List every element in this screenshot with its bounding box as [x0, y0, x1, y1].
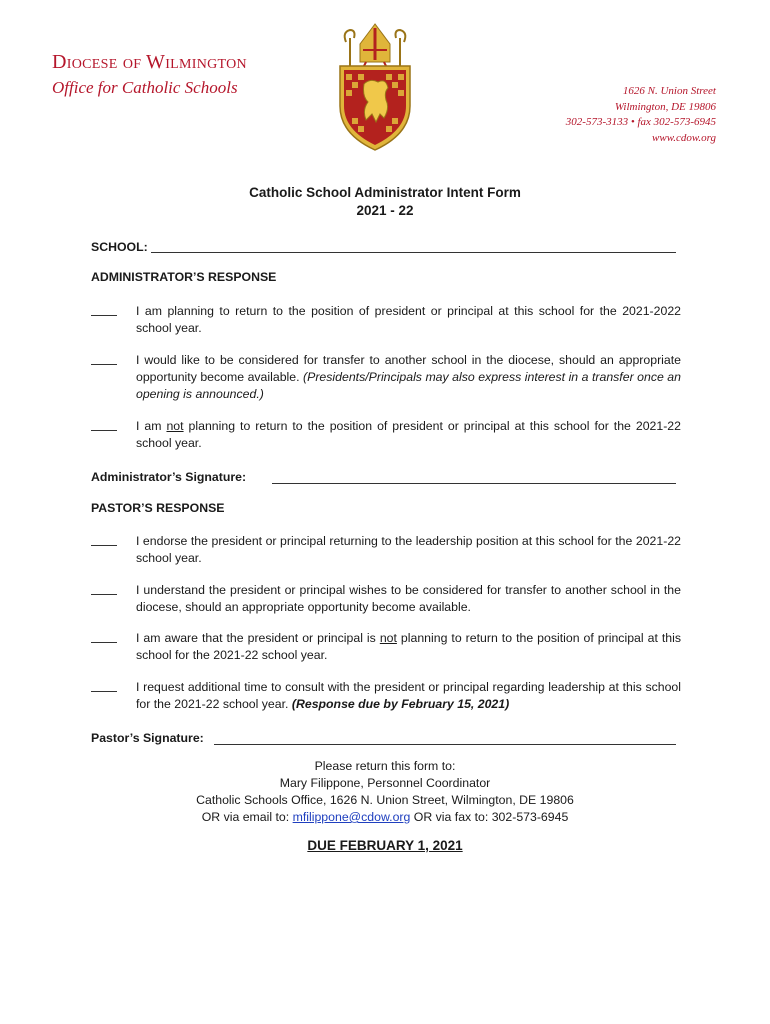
pastor-option-not-return-emphasis: not	[379, 631, 397, 645]
pastor-option-transfer-checkline[interactable]	[91, 582, 117, 595]
admin-option-return-checkline[interactable]	[91, 303, 117, 316]
admin-option-not-return-pre: I am	[136, 419, 167, 433]
pastor-option-consult-text: I request additional time to consult with the president or principal regarding leadership at this school for the 2021-22 school year.	[136, 680, 681, 711]
pastor-option-consult-deadline: (Response due by February 15, 2021)	[291, 697, 510, 711]
pastor-option-not-return	[91, 630, 681, 664]
pastor-signature-field[interactable]	[214, 744, 676, 745]
admin-signature-label: Administrator’s Signature:	[91, 470, 247, 484]
admin-option-return	[91, 303, 681, 337]
address-city: Wilmington, DE 19806	[614, 100, 716, 113]
admin-signature-field[interactable]	[272, 483, 676, 484]
letterhead-contact	[566, 84, 716, 146]
pastor-option-not-return-post: planning to return to the position of principal at this school for the 2021-22 school year.	[136, 631, 681, 662]
return-email-link[interactable]: mfilippone@cdow.org	[292, 810, 411, 824]
form-title-block	[0, 184, 770, 220]
pastor-option-consult	[91, 679, 681, 713]
address-street: 1626 N. Union Street	[622, 85, 716, 97]
pastor-option-endorse	[91, 533, 681, 567]
pastor-signature-label: Pastor’s Signature:	[91, 731, 204, 745]
org-name-part-2: Wilmington	[146, 51, 247, 73]
pastor-option-not-return-checkline[interactable]	[91, 630, 117, 643]
school-field[interactable]	[151, 252, 676, 253]
form-title: Catholic School Administrator Intent Form	[249, 185, 521, 200]
organization-name	[52, 52, 247, 72]
admin-option-not-return-checkline[interactable]	[91, 418, 117, 431]
admin-option-not-return-text-block	[136, 418, 681, 452]
admin-response-heading: ADMINISTRATOR’S RESPONSE	[91, 270, 277, 284]
pastor-option-consult-text-block	[136, 679, 681, 713]
school-label: SCHOOL:	[91, 240, 148, 254]
pastor-option-transfer-text: I understand the president or principal wishes to be considered for transfer to another school in the diocese, should an appropriate opportunity become available.	[136, 583, 681, 614]
form-year: 2021 - 22	[356, 203, 414, 218]
pastor-option-consult-checkline[interactable]	[91, 679, 117, 692]
return-instructions	[0, 758, 770, 826]
admin-option-transfer-text: I would like to be considered for transfer to another school in the diocese, should an appropriate opportunity become available.	[136, 353, 681, 384]
admin-option-not-return-post: planning to return to the position of president or principal at this school for the 2021-22 school year.	[136, 419, 681, 450]
pastor-option-endorse-text: I endorse the president or principal returning to the leadership position at this school for the 2021-22 school year.	[136, 534, 681, 565]
admin-option-not-return-emphasis: not	[166, 419, 184, 433]
pastor-option-endorse-checkline[interactable]	[91, 533, 117, 546]
return-fax: OR via fax to: 302-573-6945	[413, 810, 569, 824]
admin-option-return-text: I am planning to return to the position of president or principal at this school for the 2021-2022 school year.	[136, 304, 681, 335]
due-date: DUE FEBRUARY 1, 2021	[307, 838, 463, 853]
return-line-4	[0, 809, 770, 826]
admin-option-transfer-checkline[interactable]	[91, 352, 117, 365]
org-name-part-1: Diocese of	[52, 51, 142, 73]
admin-option-not-return	[91, 418, 681, 452]
phone-fax: 302-573-3133 • fax 302-573-6945	[565, 116, 716, 128]
letterhead-left	[52, 52, 247, 98]
return-email-label: OR via email to:	[201, 810, 290, 824]
pastor-response-heading: PASTOR’S RESPONSE	[91, 501, 225, 515]
admin-option-transfer	[91, 352, 681, 403]
pastor-option-transfer	[91, 582, 681, 616]
return-line-2: Mary Filippone, Personnel Coordinator	[279, 776, 491, 790]
admin-option-transfer-text-block	[136, 352, 681, 403]
office-name: Office for Catholic Schools	[52, 78, 238, 97]
return-line-3: Catholic Schools Office, 1626 N. Union Street, Wilmington, DE 19806	[196, 793, 574, 807]
return-line-1: Please return this form to:	[314, 759, 456, 773]
diocese-crest-icon	[336, 22, 414, 152]
pastor-option-not-return-pre: I am aware that the president or principal is	[136, 631, 380, 645]
due-date-block	[0, 838, 770, 853]
admin-option-transfer-note: (Presidents/Principals may also express interest in a transfer once an opening is announced.)	[136, 370, 681, 401]
pastor-option-not-return-text-block	[136, 630, 681, 664]
website-link[interactable]: www.cdow.org	[652, 131, 716, 144]
